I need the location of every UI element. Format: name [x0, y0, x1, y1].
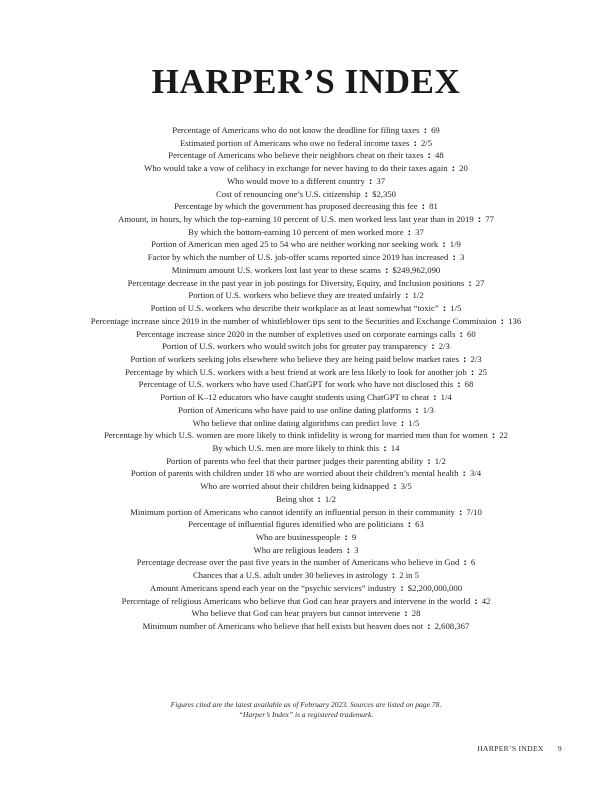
entry-value: 69 — [431, 125, 440, 135]
entry-separator: : — [413, 138, 417, 148]
entry-separator: : — [433, 393, 437, 403]
entry-separator: : — [407, 520, 411, 530]
index-entry — [0, 556, 612, 569]
index-entry — [0, 378, 612, 391]
index-entry — [0, 315, 612, 328]
entry-value: 20 — [459, 163, 468, 174]
entry-separator: : — [474, 596, 478, 606]
entry-separator: : — [431, 342, 435, 352]
entry-value: 1/5 — [450, 303, 462, 314]
entry-separator: : — [500, 316, 504, 326]
page-footer — [477, 744, 562, 753]
page-title: HARPER’S INDEX — [151, 62, 461, 101]
entry-text: Who would take a vow of celibacy in exchange for never having to do their taxes again — [144, 163, 448, 174]
entry-text: Percentage of religious Americans who believe that God can hear prayers and intervene in the world — [121, 595, 471, 606]
entry-value: 1/2 — [324, 493, 337, 504]
entry-text: Percentage of Americans who do not know the deadline for filing taxes — [172, 125, 420, 135]
entry-value: 60 — [467, 328, 476, 339]
entry-value: 22 — [499, 430, 508, 441]
footnote-sources: Figures cited are the latest available as of February 2023. Sources are listed on page 78. — [170, 700, 442, 709]
entry-value: 1/2 — [412, 290, 424, 301]
index-entry — [0, 328, 612, 341]
entry-text: Percentage by which the government has proposed decreasing this fee — [174, 201, 418, 212]
entry-value: 68 — [464, 379, 474, 390]
index-entry — [0, 353, 612, 366]
entry-text: Who would move to a different country — [226, 175, 365, 186]
entry-text: Being shot — [275, 493, 314, 504]
entry-separator: : — [400, 418, 405, 428]
footer-label: HARPER’S INDEX — [477, 744, 544, 753]
entry-value: 2/3 — [438, 341, 450, 352]
entry-text: Portion of U.S. workers who would switch jobs for greater pay transparency — [162, 341, 428, 352]
entry-text: Who are businesspeople — [255, 532, 341, 542]
entry-value: 1/2 — [434, 455, 446, 466]
entry-text: Cost of renouncing one’s U.S. citizenship — [216, 188, 361, 199]
entry-text: Estimated portion of Americans who owe no federal income taxes — [179, 137, 410, 148]
entry-separator: : — [344, 533, 348, 542]
index-entry — [0, 264, 612, 277]
index-entry — [0, 200, 612, 213]
index-entry — [0, 124, 612, 137]
entry-text: Portion of U.S. workers who believe they are treated unfairly — [188, 290, 401, 301]
index-entry — [0, 277, 612, 290]
index-entry — [0, 417, 612, 430]
index-entry — [0, 289, 612, 302]
entry-value: 7/10 — [466, 506, 482, 517]
entry-separator: : — [491, 431, 496, 441]
entry-text: Percentage of Americans who believe their neighbors cheat on their taxes — [168, 150, 424, 161]
entry-text: Percentage decrease over the past five years in the number of Americans who believe in God — [136, 557, 460, 568]
entry-value: $2,350 — [372, 188, 396, 199]
entry-separator: : — [385, 265, 389, 275]
entry-text: Percentage increase since 2019 in the number of whistleblower tips sent to the Securities and Exchange Commission — [90, 315, 497, 326]
index-entry — [0, 455, 612, 468]
index-entry — [0, 607, 612, 620]
entry-text: Portion of workers seeking jobs elsewhere who believe they are being paid below market rates — [130, 353, 459, 364]
entry-separator: : — [451, 164, 455, 174]
index-entry — [0, 480, 612, 493]
entry-text: Factor by which the number of U.S. job-offer scams reported since 2019 has increased — [147, 252, 449, 263]
entry-separator: : — [427, 456, 431, 466]
index-entry — [0, 175, 612, 188]
entry-separator: : — [404, 609, 408, 619]
entry-separator: : — [463, 354, 467, 364]
entry-value: 2/3 — [470, 353, 482, 364]
entry-separator: : — [452, 253, 456, 263]
entry-separator: : — [405, 291, 409, 301]
entry-value: 25 — [478, 366, 487, 377]
index-entry — [0, 429, 612, 442]
entry-separator: : — [364, 189, 368, 199]
entry-text: Portion of American men aged 25 to 54 who are neither working nor seeking work — [151, 239, 439, 250]
entry-separator: : — [423, 126, 427, 135]
entry-value: 2 in 5 — [399, 570, 420, 581]
entry-text: Portion of U.S. workers who describe their workplace as at least somewhat “toxic” — [150, 303, 439, 314]
entry-separator: : — [470, 367, 475, 377]
entry-separator: : — [427, 622, 431, 632]
entry-value: 37 — [415, 226, 424, 237]
index-entry — [0, 391, 612, 404]
entry-value: 14 — [390, 442, 400, 453]
index-entry — [0, 149, 612, 162]
entry-value: 1/5 — [408, 417, 420, 428]
entry-separator: : — [368, 176, 373, 186]
entry-separator: : — [477, 215, 482, 225]
entry-separator: : — [391, 571, 396, 581]
entry-value: 6 — [470, 557, 476, 568]
entry-separator: : — [442, 240, 446, 250]
entry-text: Minimum portion of Americans who cannot identify an influential person in their community — [130, 506, 455, 517]
entry-value: $2,200,000,000 — [407, 582, 463, 593]
entry-text: Portion of parents with children under 18 who are worried about their children’s mental health — [130, 468, 459, 479]
index-entry — [0, 404, 612, 417]
index-entry — [0, 302, 612, 315]
index-entry — [0, 366, 612, 379]
entry-text: Amount, in hours, by which the top-earning 10 percent of U.S. men worked less last year than in 2019 — [118, 214, 474, 225]
entry-text: Portion of parents who feel that their partner judges their parenting ability — [166, 455, 424, 466]
index-entry — [0, 582, 612, 595]
entry-text: Minimum amount U.S. workers lost last year to these scams — [171, 264, 381, 275]
entry-value: 2,608,367 — [434, 621, 470, 632]
index-entry — [0, 467, 612, 480]
index-entry — [0, 188, 612, 201]
entry-separator: : — [462, 469, 466, 479]
entry-separator: : — [393, 482, 397, 492]
index-entry — [0, 137, 612, 150]
entry-value: 3/4 — [470, 468, 482, 479]
entry-value: 1/9 — [449, 239, 461, 250]
page-number: 9 — [557, 744, 562, 753]
entry-text: Portion of K–12 educators who have caught students using ChatGPT to cheat — [160, 392, 430, 403]
entry-text: Percentage by which U.S. workers with a best friend at work are less likely to look for another job — [125, 366, 467, 377]
index-entry — [0, 442, 612, 455]
entry-separator: : — [468, 278, 472, 288]
index-entry — [0, 506, 612, 519]
entry-text: Who are religious leaders — [253, 544, 343, 555]
entry-text: Who believe that online dating algorithms can predict love — [192, 417, 397, 428]
index-entry — [0, 620, 612, 633]
entry-separator: : — [459, 507, 463, 517]
entry-separator: : — [463, 558, 467, 568]
entry-separator: : — [346, 545, 350, 555]
entry-text: Percentage of U.S. workers who have used ChatGPT for work who have not disclosed this — [138, 379, 454, 390]
entry-text: Portion of Americans who have paid to use online dating platforms — [178, 404, 412, 415]
entry-separator: : — [421, 202, 425, 212]
entry-value: 9 — [351, 532, 357, 542]
index-entry — [0, 238, 612, 251]
entry-value: 48 — [435, 150, 444, 161]
entry-separator: : — [400, 583, 404, 593]
entry-value: 1/3 — [422, 404, 434, 415]
entry-separator: : — [442, 304, 447, 314]
entry-value: 63 — [415, 519, 424, 530]
entry-value: 1/4 — [440, 392, 452, 403]
entry-text: Minimum number of Americans who believe that hell exists but heaven does not — [142, 621, 424, 632]
entry-value: 77 — [485, 214, 494, 225]
entry-text: Chances that a U.S. adult under 30 believes in astrology — [192, 570, 388, 581]
entry-separator: : — [407, 227, 411, 237]
entry-value: 28 — [411, 608, 421, 619]
entry-text: By which U.S. men are more likely to think this — [212, 442, 380, 453]
entry-separator: : — [415, 405, 419, 415]
index-entry — [0, 213, 612, 226]
entry-text: Percentage decrease in the past year in job postings for Diversity, Equity, and Inclusion positions — [127, 277, 465, 288]
entry-separator: : — [317, 494, 321, 504]
entry-separator: : — [457, 380, 461, 390]
entry-text: Amount Americans spend each year on the “psychic services” industry — [149, 582, 397, 593]
entry-text: Who are worried about their children being kidnapped — [200, 481, 390, 492]
entry-value: 81 — [429, 201, 438, 212]
index-entry — [0, 569, 612, 582]
entry-text: Who believe that God can hear prayers but cannot intervene — [191, 608, 401, 619]
entry-separator: : — [427, 151, 431, 161]
entry-text: Percentage increase since 2020 in the number of expletives used on corporate earnings calls — [136, 328, 456, 339]
entry-value: 136 — [508, 315, 522, 326]
index-entries-list — [0, 124, 612, 633]
entry-separator: : — [459, 329, 463, 339]
index-entry — [0, 544, 612, 557]
entry-value: 3 — [354, 544, 359, 555]
entry-value: 3/5 — [400, 481, 412, 492]
footnote-trademark: “Harper’s Index” is a registered trademark. — [238, 710, 374, 719]
index-entry — [0, 518, 612, 531]
entry-text: Percentage by which U.S. women are more likely to think infidelity is wrong for married men than for women — [104, 430, 488, 441]
entry-text: By which the bottom-earning 10 percent of men worked more — [188, 226, 404, 237]
index-entry — [0, 162, 612, 175]
index-entry — [0, 531, 612, 544]
index-entry — [0, 340, 612, 353]
entry-value: 42 — [481, 595, 491, 606]
entry-separator: : — [383, 443, 387, 453]
index-entry — [0, 595, 612, 608]
index-entry — [0, 493, 612, 506]
index-entry — [0, 226, 612, 239]
footnote — [0, 700, 612, 720]
entry-value: 27 — [475, 277, 485, 288]
entry-value: $249,962,090 — [392, 264, 441, 275]
entry-text: Percentage of influential figures identified who are politicians — [188, 519, 404, 530]
entry-value: 2/5 — [420, 137, 433, 148]
index-entry — [0, 251, 612, 264]
entry-value: 3 — [459, 252, 465, 263]
entry-value: 37 — [376, 175, 386, 186]
